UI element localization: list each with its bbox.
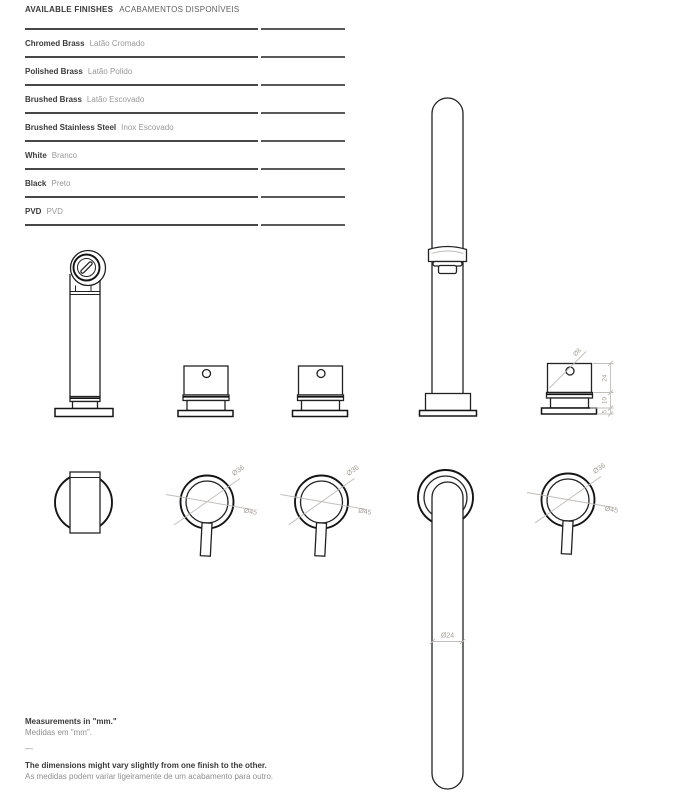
dim-label-tube-diameter: Ø24 — [440, 632, 455, 640]
title-pt: ACABAMENTOS DISPONÍVEIS — [119, 5, 240, 14]
handle-top-view — [527, 462, 619, 554]
title-en: AVAILABLE FINISHES — [25, 5, 114, 14]
dim-label-handle-base-height: 10 — [601, 397, 609, 404]
finish-en: Black — [25, 178, 47, 188]
finish-en: Polished Brass — [25, 66, 83, 76]
holder-side-view — [55, 251, 113, 417]
handle-side-view — [293, 366, 348, 417]
dim-label-inner-diameter: Ø36 — [231, 464, 246, 478]
finish-pt: Inox Escovado — [121, 122, 174, 132]
dim-label-base-plate-height: 5 — [601, 410, 609, 414]
handle-side-view — [178, 366, 233, 417]
footer-notes — [25, 716, 365, 782]
divider-dash: — — [25, 744, 33, 753]
measurements-note-en: Measurements in "mm." — [25, 717, 117, 726]
finish-en: Chromed Brass — [25, 38, 85, 48]
holder-top-view — [55, 472, 112, 533]
finish-en: Brushed Brass — [25, 94, 82, 104]
finish-en: Brushed Stainless Steel — [25, 122, 117, 132]
finish-en: PVD — [25, 206, 42, 216]
variance-note-en: The dimensions might vary slightly from one finish to the other. — [25, 761, 267, 770]
variance-note-pt: As medidas podem variar ligeiramente de um acabamento para outro. — [25, 772, 274, 781]
dim-label-handle-top-height: 24 — [601, 374, 609, 382]
handle-top-view — [166, 464, 258, 556]
spout-top-view — [418, 470, 473, 789]
dim-label-dot-diameter: Ø8 — [571, 347, 583, 358]
finish-en: White — [25, 150, 47, 160]
spout-side-view — [420, 98, 477, 416]
finish-pt: Latão Polido — [87, 66, 133, 76]
dim-label-outer-diameter: Ø45 — [243, 507, 258, 517]
finish-pt: Latão Escovado — [86, 94, 145, 104]
handle-top-view — [281, 464, 373, 556]
handle-side-view-dimensioned — [542, 364, 597, 415]
measurements-note-pt: Medidas em "mm". — [25, 728, 93, 737]
finish-pt: PVD — [46, 206, 63, 216]
finish-pt: Preto — [51, 178, 71, 188]
finish-pt: Branco — [51, 150, 78, 160]
finish-pt: Latão Cromado — [89, 38, 145, 48]
